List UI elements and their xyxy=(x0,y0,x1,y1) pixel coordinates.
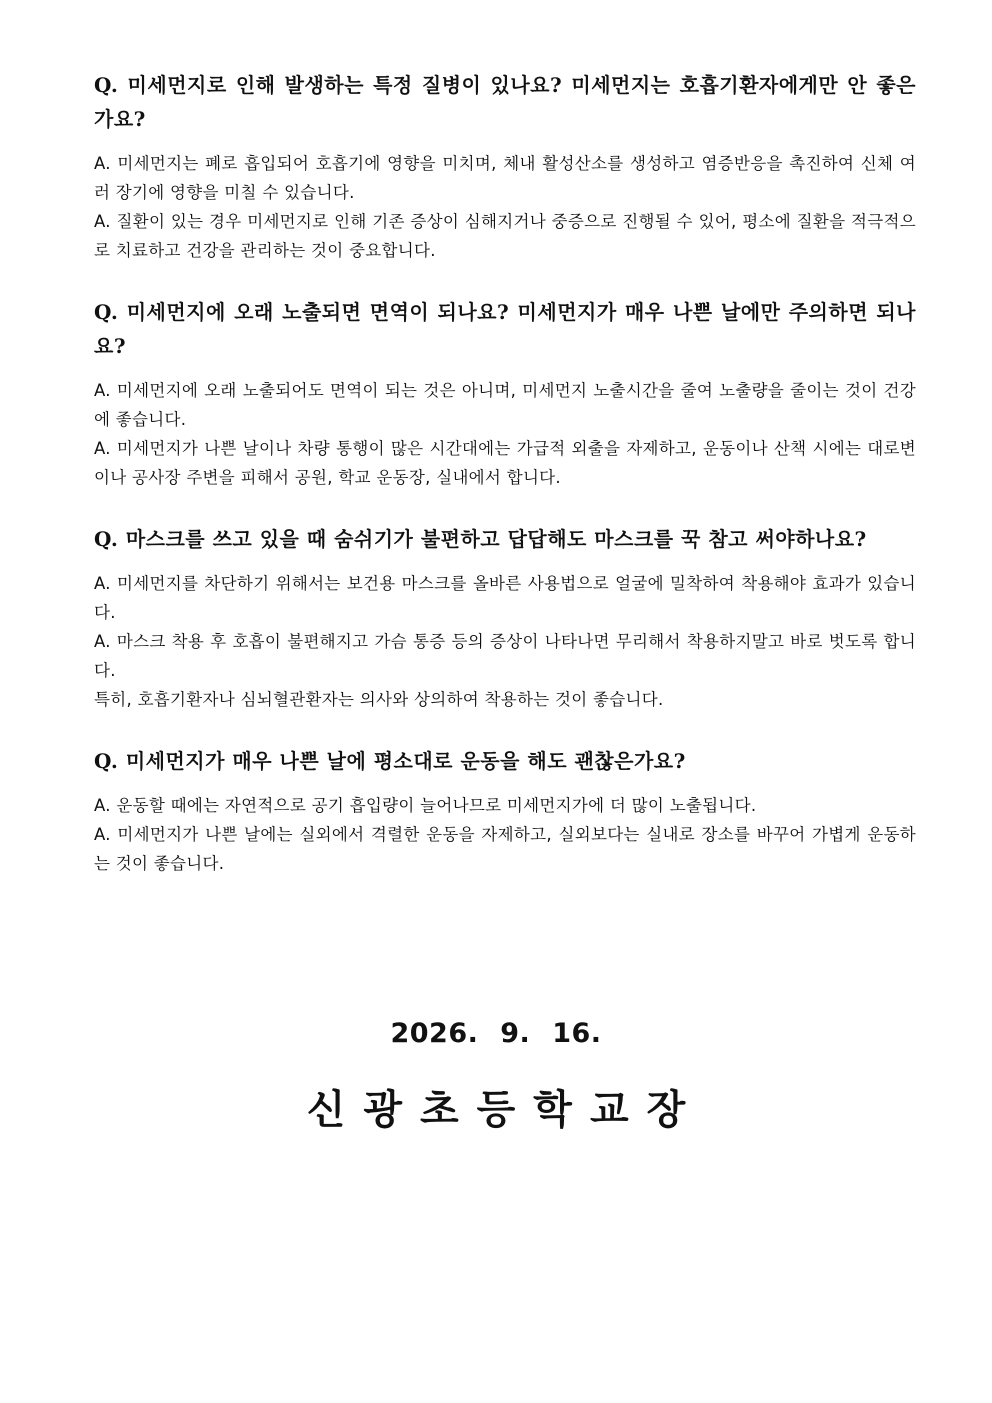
answer-text: A. 미세먼지가 나쁜 날에는 실외에서 격렬한 운동을 자제하고, 실외보다는 실내로 장소를 바꾸어 가볍게 운동하는 것이 좋습니다. xyxy=(94,825,916,873)
answer-text: A. 미세먼지는 폐로 흡입되어 호흡기에 영향을 미치며, 체내 활성산소를 생성하고 염증반응을 촉진하여 신체 여러 장기에 영향을 미칠 수 있습니다. xyxy=(94,154,916,202)
answer-text: 특히, 호흡기환자나 심뇌혈관환자는 의사와 상의하여 착용하는 것이 좋습니다. xyxy=(94,690,664,709)
answer-text: A. 미세먼지를 차단하기 위해서는 보건용 마스크를 올바른 사용법으로 얼굴에 밀착하여 착용해야 효과가 있습니다. xyxy=(94,574,916,622)
qa-item-4 xyxy=(94,744,916,878)
question-text: Q. 마스크를 쓰고 있을 때 숨쉬기가 불편하고 답답해도 마스크를 꾹 참고 써야하나요? xyxy=(94,527,867,551)
answer-text: A. 미세먼지가 나쁜 날이나 차량 통행이 많은 시간대에는 가급적 외출을 자제하고, 운동이나 산책 시에는 대로변이나 공사장 주변을 피해서 공원, 학교 운동장, 실내에서 합니다. xyxy=(94,439,916,487)
question-text: Q. 미세먼지로 인해 발생하는 특정 질병이 있나요? 미세먼지는 호흡기환자에게만 안 좋은가요? xyxy=(94,73,916,131)
qa-item-1 xyxy=(94,68,916,265)
school-principal-signature: 신광초등학교장 xyxy=(306,1087,704,1133)
qa-item-2 xyxy=(94,295,916,492)
question-text: Q. 미세먼지가 매우 나쁜 날에 평소대로 운동을 해도 괜찮은가요? xyxy=(94,749,686,773)
question-text: Q. 미세먼지에 오래 노출되면 면역이 되나요? 미세먼지가 매우 나쁜 날에만 주의하면 되나요? xyxy=(94,300,916,358)
answer-text: A. 운동할 때에는 자연적으로 공기 흡입량이 늘어나므로 미세먼지가에 더 많이 노출됩니다. xyxy=(94,796,757,815)
document-body xyxy=(94,68,916,908)
issue-date: 2026. 9. 16. xyxy=(390,1018,602,1049)
qa-item-3 xyxy=(94,522,916,714)
answer-text: A. 마스크 착용 후 호흡이 불편해지고 가슴 통증 등의 증상이 나타나면 무리해서 착용하지말고 바로 벗도록 합니다. xyxy=(94,632,916,680)
answer-text: A. 질환이 있는 경우 미세먼지로 인해 기존 증상이 심해지거나 중증으로 진행될 수 있어, 평소에 질환을 적극적으로 치료하고 건강을 관리하는 것이 중요합니다. xyxy=(94,212,916,260)
answer-text: A. 미세먼지에 오래 노출되어도 면역이 되는 것은 아니며, 미세먼지 노출시간을 줄여 노출량을 줄이는 것이 건강에 좋습니다. xyxy=(94,381,916,429)
